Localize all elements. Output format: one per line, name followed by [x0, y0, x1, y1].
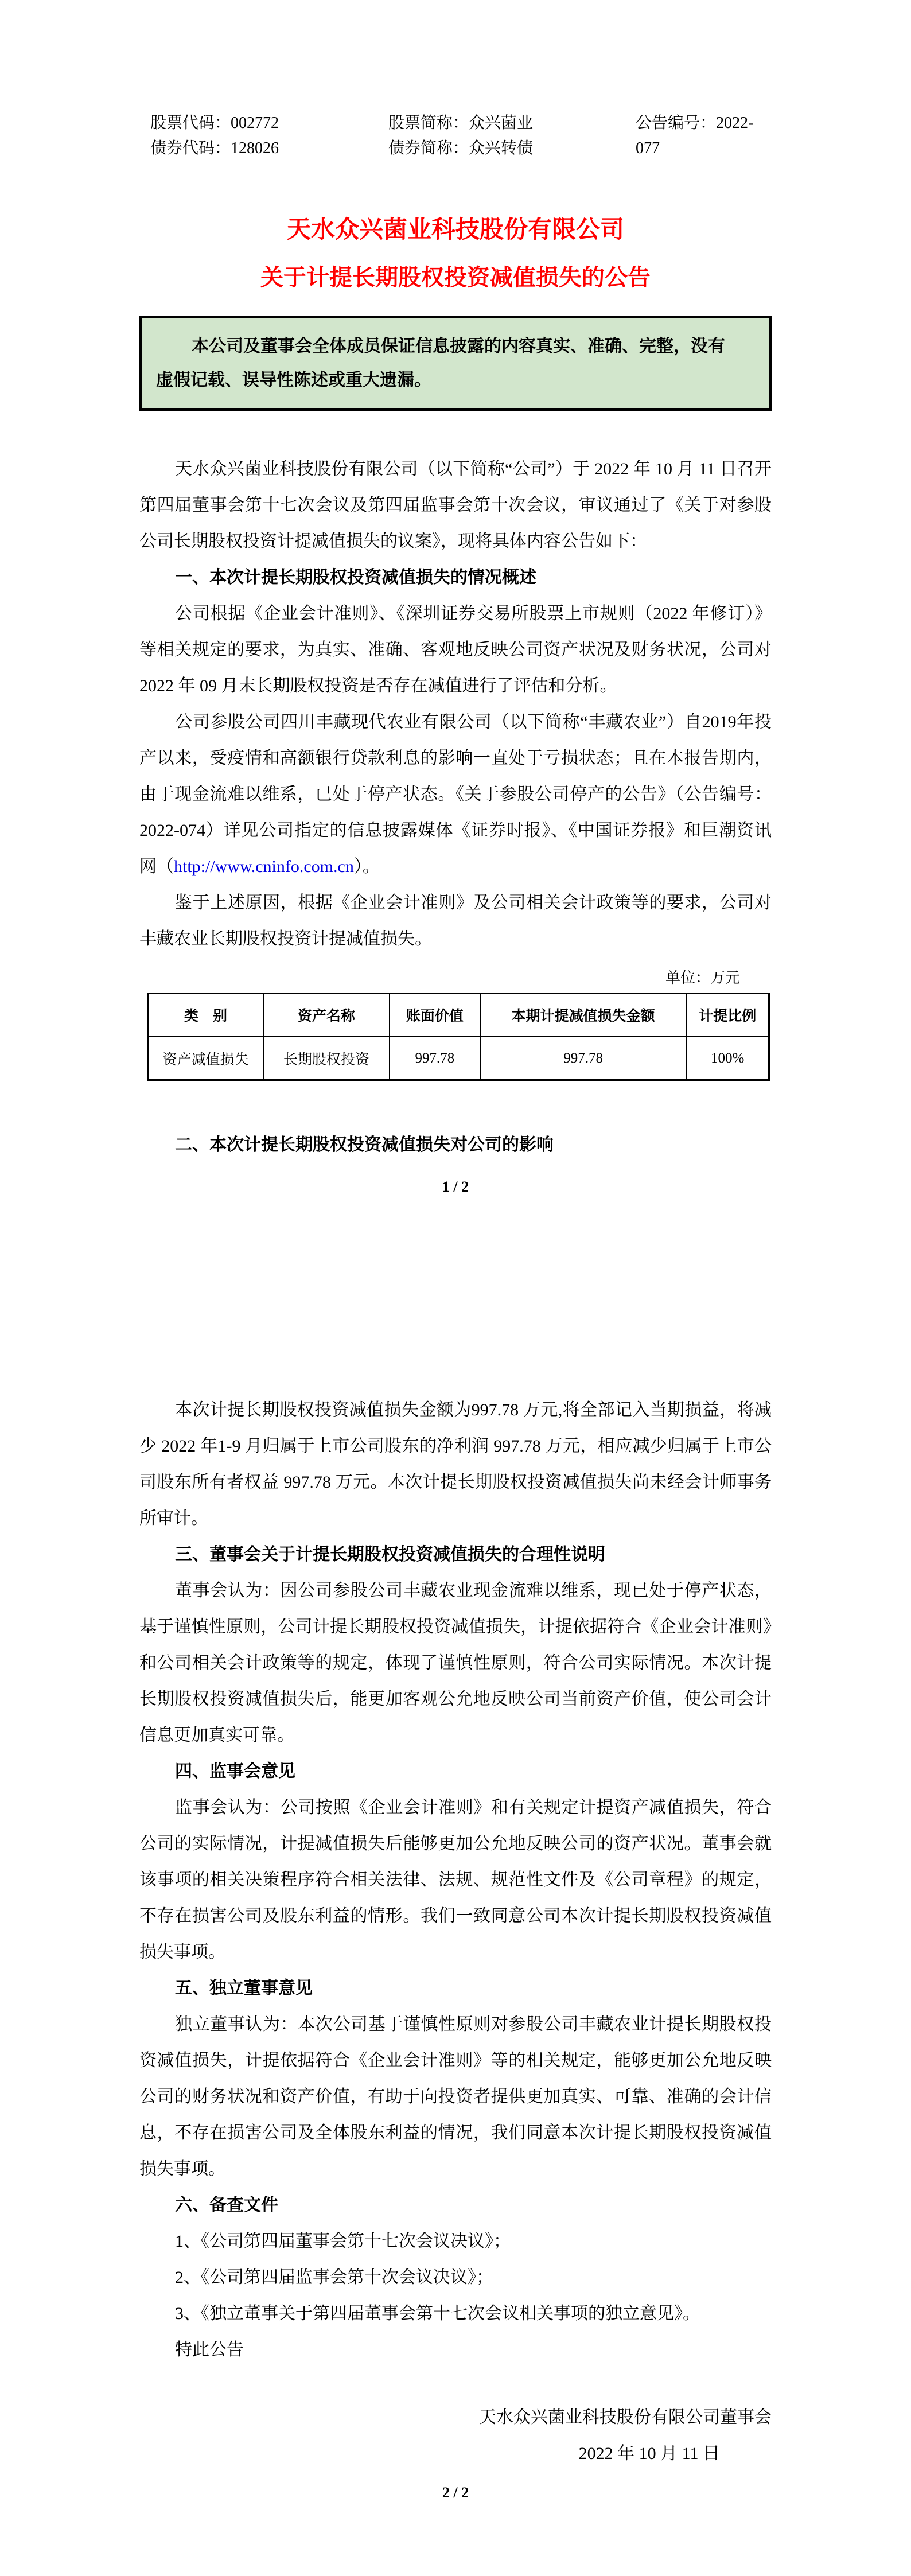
section-heading-6: 六、备查文件	[175, 2196, 278, 2215]
cninfo-link[interactable]: http://www.cninfo.com.cn	[174, 857, 354, 876]
section-heading-5: 五、独立董事意见	[175, 1979, 313, 1998]
paragraph-basis: 公司根据《企业会计准则》、《深圳证券交易所股票上市规则（2022 年修订）》等相关规定的要求，为真实、准确、客观地反映公司资产状况及财务状况，公司对 2022 年 09 月末长期股权投资是否存在减值进行了评估和分析。	[139, 604, 772, 695]
table-header-impairment-amount: 本期计提减值损失金额	[480, 994, 687, 1037]
paragraph-impact: 本次计提长期股权投资减值损失金额为997.78 万元,将全部记入当期损益，将减少 2022 年1-9 月归属于上市公司股东的净利润 997.78 万元，相应减少归属于上市公司股东所有者权益 997.78 万元。本次计提长期股权投资减值损失尚未经会计师事务所审计。	[139, 1400, 772, 1528]
cell-book-value: 997.78	[390, 1037, 480, 1080]
paragraph-conclusion: 鉴于上述原因，根据《企业会计准则》及公司相关会计政策等的要求，公司对丰藏农业长期股权投资计提减值损失。	[139, 893, 772, 948]
company-title: 天水众兴菌业科技股份有限公司	[286, 217, 624, 243]
bond-name: 债券简称：众兴转债	[388, 139, 534, 157]
page-break	[139, 1197, 772, 1392]
cell-category: 资产减值损失	[148, 1037, 263, 1080]
cell-asset-name: 长期股权投资	[263, 1037, 390, 1080]
paragraph-fengzang-text: 公司参股公司四川丰藏现代农业有限公司（以下简称“丰藏农业”）自2019年投产以来，受疫情和高额银行贷款利息的影响一直处于亏损状态；且在本报告期内，由于现金流难以维系，已处于停产状态。《关于参股公司停产的公告》（公告编号：2022-074）详见公司指定的信息披露媒体《证券时报》、《中国证券报》和巨潮资讯网（	[139, 713, 772, 876]
table-unit-label: 单位：万元	[665, 970, 740, 986]
announcement-number: 公告编号：2022-077	[636, 114, 754, 157]
paragraph-fengzang	[139, 704, 772, 885]
disclaimer-line-1: 本公司及董事会全体成员保证信息披露的内容真实、准确、完整，没有	[192, 337, 725, 356]
table-row	[148, 1037, 769, 1080]
page-1-footer: 1 / 2	[442, 1178, 469, 1195]
impairment-table	[147, 993, 770, 1081]
codes-column	[139, 111, 388, 161]
paragraph-board-opinion: 董事会认为：因公司参股公司丰藏农业现金流难以维系，现已处于停产状态，基于谨慎性原则，公司计提长期股权投资减值损失，计提依据符合《企业会计准则》和公司相关会计政策等的规定，体现了谨慎性原则，符合公司实际情况。本次计提长期股权投资减值损失后，能更加客观公允地反映公司当前资产价值，使公司会计信息更加真实可靠。	[139, 1581, 772, 1745]
table-header-asset-name: 资产名称	[263, 994, 390, 1037]
section-heading-1: 一、本次计提长期股权投资减值损失的情况概述	[175, 568, 536, 587]
disclaimer-line-2: 虚假记载、误导性陈述或重大遗漏。	[156, 371, 431, 390]
disclaimer-box	[139, 316, 772, 411]
board-signature: 天水众兴菌业科技股份有限公司董事会	[479, 2408, 772, 2427]
table-header-ratio: 计提比例	[686, 994, 769, 1037]
reference-document-2: 2、《公司第四届监事会第十次会议决议》；	[175, 2268, 493, 2287]
closing-statement: 特此公告	[175, 2340, 244, 2359]
announcement-subject: 关于计提长期股权投资减值损失的公告	[260, 264, 651, 290]
table-header-category: 类 别	[148, 994, 263, 1037]
page-1	[139, 111, 772, 1197]
cell-ratio: 100%	[686, 1037, 769, 1080]
names-column	[388, 111, 636, 161]
announcement-date: 2022 年 10 月 11 日	[578, 2444, 720, 2463]
stock-name: 股票简称：众兴菌业	[388, 114, 534, 132]
page-2	[139, 1392, 772, 2503]
paragraph-intro: 天水众兴菌业科技股份有限公司（以下简称“公司”）于 2022 年 10 月 11 日召开第四届董事会第十七次会议及第四届监事会第十次会议，审议通过了《关于对参股公司长期股权投资计提减值损失的议案》，现将具体内容公告如下：	[139, 460, 772, 551]
paragraph-independent-directors-opinion: 独立董事认为：本次公司基于谨慎性原则对参股公司丰藏农业计提长期股权投资减值损失，计提依据符合《企业会计准则》等的相关规定，能够更加公允地反映公司的财务状况和资产价值，有助于向投资者提供更加真实、可靠、准确的会计信息，不存在损害公司及全体股东利益的情况，我们同意本次计提长期股权投资减值损失事项。	[139, 2015, 772, 2178]
paragraph-fengzang-tail: ）。	[353, 857, 380, 876]
table-header-row	[148, 994, 769, 1037]
page-2-footer: 2 / 2	[442, 2484, 469, 2501]
section-heading-4: 四、监事会意见	[175, 1762, 295, 1781]
cell-impairment-amount: 997.78	[480, 1037, 687, 1080]
reference-document-1: 1、《公司第四届董事会第十七次会议决议》；	[175, 2232, 511, 2251]
document-header	[139, 111, 772, 161]
table-header-book-value: 账面价值	[390, 994, 480, 1037]
reference-document-3: 3、《独立董事关于第四届董事会第十七次会议相关事项的独立意见》。	[175, 2304, 700, 2323]
section-heading-3: 三、董事会关于计提长期股权投资减值损失的合理性说明	[175, 1545, 605, 1564]
section-heading-2: 二、本次计提长期股权投资减值损失对公司的影响	[175, 1135, 554, 1154]
bond-code: 债券代码：128026	[150, 139, 279, 157]
paragraph-supervisory-opinion: 监事会认为：公司按照《企业会计准则》和有关规定计提资产减值损失，符合公司的实际情况，计提减值损失后能够更加公允地反映公司的资产状况。董事会就该事项的相关决策程序符合相关法律、法规、规范性文件及《公司章程》的规定，不存在损害公司及股东利益的情形。我们一致同意公司本次计提长期股权投资减值损失事项。	[139, 1798, 772, 1962]
stock-code: 股票代码：002772	[150, 114, 279, 132]
